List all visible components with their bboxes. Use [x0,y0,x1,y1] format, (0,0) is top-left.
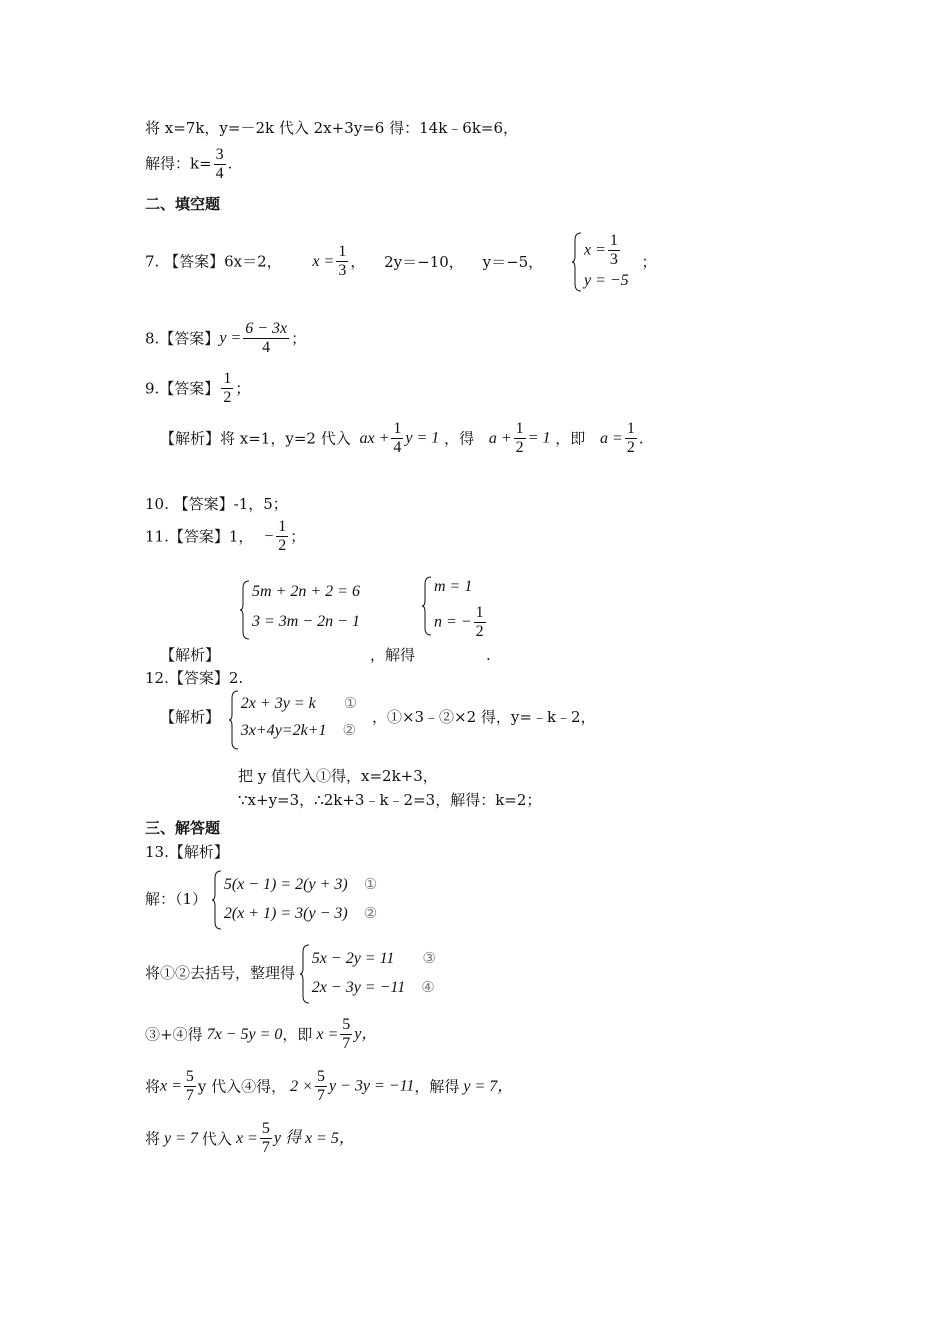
q13-step-3: ③+④得 7x − 5y = 0，即 x = $\frac{5}{7}$ y， [145,1016,378,1052]
answer-7: 7. 【答案】6x＝2， x = $\frac{1}{3}$ ， 2y＝−10， y＝−5， x = $\frac{1}{3}$ y = −5 ； [145,232,656,291]
solve-text: ，解得 [370,646,416,664]
answer-11: 11.【答案】1， − $\frac{1}{2}$ ； [145,518,306,554]
text-line: 把 y 值代入①得，x=2k+3， [238,767,438,785]
text-line: 将 x=7k，y=－2k 代入 2x+3y=6 得：14k﹣6k=6， [145,119,519,137]
result-11: m = 1 n = − $\frac{1}{2}$ [422,576,488,641]
section-heading: 二、填空题 [145,195,221,213]
answer-10: 10. 【答案】-1，5； [145,495,288,513]
q13-step-4: 将x = $\frac{5}{7}$ y 代入④得， 2 × $\frac{5}{7}$ y − 3y = −11，解得 y = 7， [145,1068,514,1104]
solve-k-line: 解得：k= $\frac{3}{4}$ . [145,146,233,182]
analysis-11: 【解析】 [160,646,221,664]
answer-12: 12.【答案】2. [145,669,244,687]
text-line: ∵x+y=3，∴2k+3﹣k﹣2=3，解得：k=2； [238,791,542,809]
answer-13: 13.【解析】 [145,843,229,861]
brace-icon [229,690,239,750]
brace-icon [240,580,250,640]
period: . [486,646,491,664]
brace-icon [422,576,432,636]
analysis-12: 【解析】 2x + 3y = k ① 3x+4y=2k+1 ② ，①×3﹣②×2 得，y=﹣k﹣2， [160,690,596,744]
q13-step-5: 将 y = 7 代入 x = $\frac{5}{7}$ y 得 x = 5， [145,1120,355,1156]
answer-8: 8.【答案】y = $\frac{6 - 3x}{4}$ ； [145,320,307,356]
brace-icon [212,870,222,930]
brace-icon [300,944,310,1004]
brace-icon [572,232,582,292]
q13-system-2: 将①②去括号，整理得 5x − 2y = 11 ③ 2x − 3y = −11 ④ [145,944,436,1002]
answer-9: 9.【答案】 $\frac{1}{2}$ ； [145,370,251,406]
system-11: 5m + 2n + 2 = 6 3 = 3m − 2n − 1 [240,580,360,634]
section-heading: 三、解答题 [145,819,221,837]
analysis-9: 【解析】将 x=1，y=2 代入 ax + $\frac{1}{4}$ y = 1 ，得 a + $\frac{1}{2}$ = 1 ，即 a = $\frac{1}{2}$ . [160,420,644,456]
q13-system-1: 解：（1） 5(x − 1) = 2(y + 3) ① 2(x + 1) = 3(y − 3) ② [145,870,377,928]
